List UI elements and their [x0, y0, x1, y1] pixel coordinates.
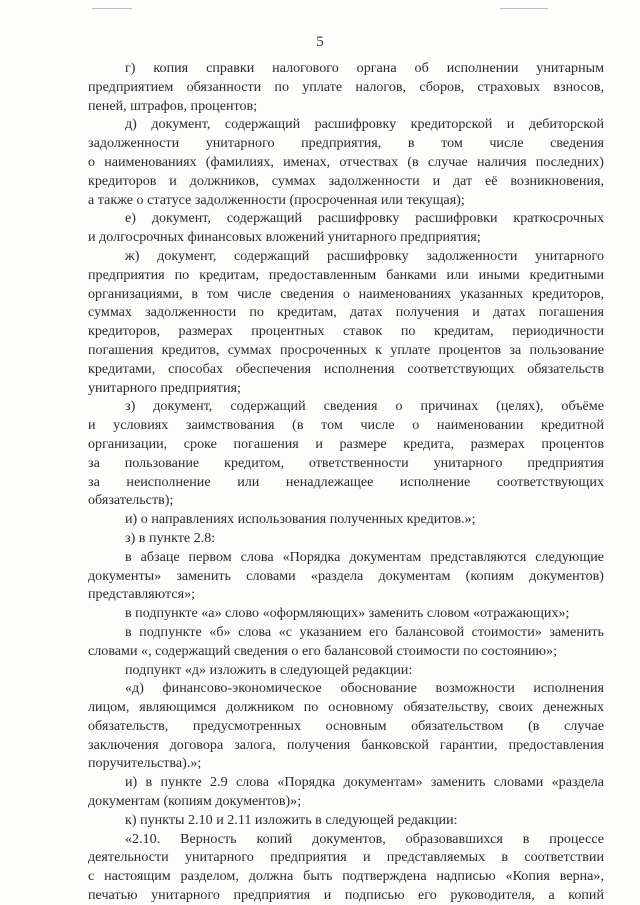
text-line: за пользование кредитом, ответственности унитарного предприятия	[88, 454, 604, 471]
text-line: кредиторов, размерах процентных ставок по кредитам, периодичности	[88, 323, 604, 340]
text-line: унитарного предприятия;	[88, 379, 241, 396]
text-line: кредитами, способах обеспечения исполнения соответствующих обязательств	[88, 360, 604, 377]
text-line: суммах задолженности по кредитам, датах получения и датах погашения	[88, 304, 604, 321]
text-line: в подпункте «а» слово «оформляющих» заменить словом «отражающих»;	[125, 605, 570, 622]
text-line: обязательств);	[88, 492, 174, 509]
text-line: «2.10. Верность копий документов, образовавшихся в процессе	[125, 830, 604, 847]
text-line: о наименованиях (фамилиях, именах, отчествах (в случае наличия последних)	[88, 153, 604, 170]
text-line: подпункт «д» изложить в следующей редакции:	[125, 661, 413, 678]
text-line: организации, сроке погашения и размере кредита, размерах процентов	[88, 435, 604, 452]
text-line: документам (копиям документов)»;	[88, 793, 302, 810]
text-line: з) в пункте 2.8:	[125, 529, 216, 546]
text-line: с настоящим разделом, должна быть подтверждена надписью «Копия верна»,	[88, 868, 604, 885]
page-number: 5	[316, 34, 324, 50]
text-line: задолженности унитарного предприятия, в том числе сведения	[88, 135, 604, 152]
text-line: за неисполнение или ненадлежащее исполнение соответствующих	[88, 473, 604, 490]
text-line: «д) финансово-экономическое обоснование возможности исполнения	[125, 680, 604, 697]
scan-artifact	[92, 8, 132, 9]
text-line: кредиторов и должников, суммах задолженности и дат её возникновения,	[88, 172, 604, 189]
document-body	[88, 59, 604, 905]
text-line: деятельности унитарного предприятия и представляемых в соответствии	[88, 849, 604, 866]
text-line: и долгосрочных финансовых вложений унитарного предприятия;	[88, 229, 481, 246]
text-line: ж) документ, содержащий расшифровку задолженности унитарного	[125, 247, 604, 264]
text-line: погашения кредитов, суммах просроченных к уплате процентов за пользование	[88, 341, 604, 358]
text-line: словами «, содержащий сведения о его балансовой стоимости по состоянию»;	[88, 642, 558, 659]
text-line: предприятием обязанности по уплате налогов, сборов, страховых взносов,	[88, 78, 604, 95]
text-line: в абзаце первом слова «Порядка документам представляются следующие	[125, 548, 604, 565]
text-line: представляются»;	[88, 586, 196, 603]
text-line: г) копия справки налогового органа об исполнении унитарным	[125, 60, 604, 76]
text-line: д) документ, содержащий расшифровку кредиторской и дебиторской	[125, 116, 604, 133]
text-line: и условиях заимствования (в том числе о наименовании кредитной	[88, 417, 604, 434]
text-line: предприятия по кредитам, предоставленным банками или иными кредитными	[88, 266, 604, 283]
text-line: лицом, являющимся должником по основному обязательству, своих денежных	[88, 699, 604, 716]
text-line: заключения договора залога, получения банковской гарантии, предоставления	[88, 736, 604, 753]
text-line: е) документ, содержащий расшифровку расшифровки краткосрочных	[125, 210, 604, 227]
text-line: организациями, в том числе сведения о наименованиях указанных кредиторов,	[88, 285, 604, 302]
text-line: пеней, штрафов, процентов;	[88, 97, 258, 114]
text-line: к) пункты 2.10 и 2.11 изложить в следующей редакции:	[125, 811, 458, 828]
text-line: поручительства).»;	[88, 755, 202, 772]
text-line: и) в пункте 2.9 слова «Порядка документам» заменить словами «раздела	[125, 774, 604, 791]
text-line: и) о направлениях использования полученных кредитов.»;	[125, 511, 476, 528]
text-line: печатью унитарного предприятия и подписью его руководителя, а копий	[88, 887, 604, 904]
text-line: а также о статусе задолженности (просроченная или текущая);	[88, 191, 465, 208]
text-line: з) документ, содержащий сведения о причинах (целях), объёме	[125, 398, 604, 415]
scan-artifact	[500, 8, 548, 9]
text-line: в подпункте «б» слова «с указанием его балансовой стоимости» заменить	[125, 623, 604, 640]
text-line: обязательств, предусмотренных основным обязательством (в случае	[88, 717, 604, 734]
text-line: документы» заменить словами «раздела документам (копиям документов)	[88, 567, 604, 584]
